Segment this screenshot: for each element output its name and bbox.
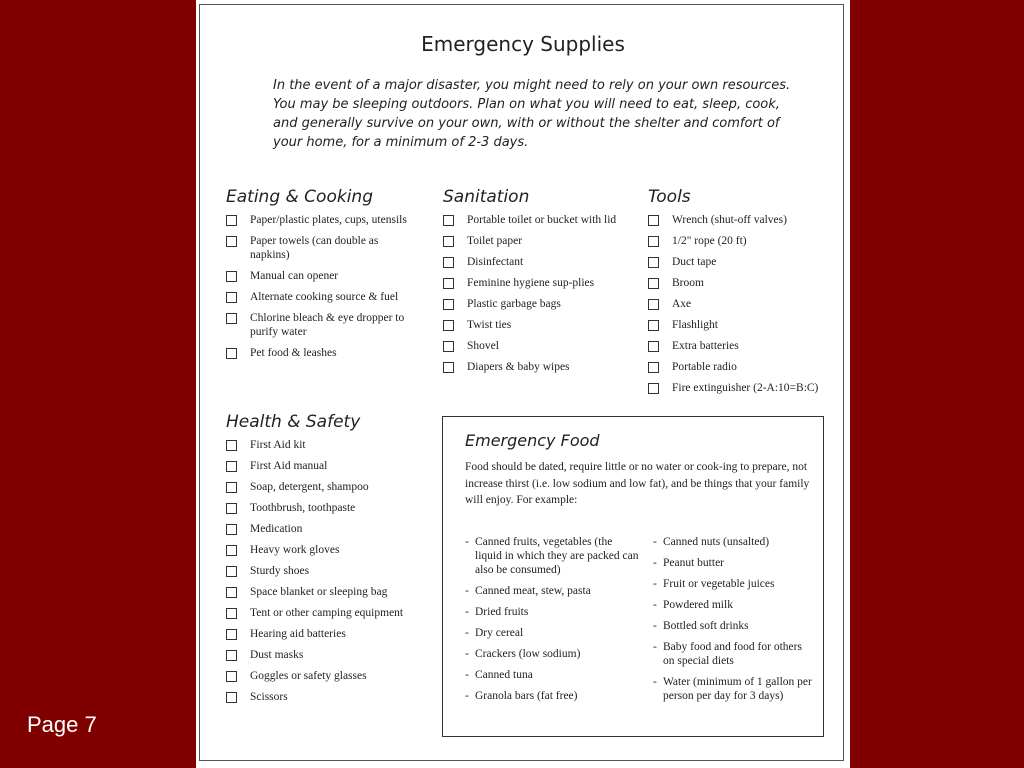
checklist-item-label: Space blanket or sleeping bag <box>250 586 388 598</box>
checklist-item <box>226 269 416 283</box>
checkbox-icon[interactable] <box>443 320 454 331</box>
checkbox-icon[interactable] <box>648 257 659 268</box>
dash-bullet: - <box>465 669 469 681</box>
checklist-item <box>226 480 416 494</box>
section-heading: Eating & Cooking <box>226 187 373 207</box>
checklist-item-label: Axe <box>672 298 692 310</box>
document-title: Emergency Supplies <box>421 32 625 56</box>
checklist-item <box>226 543 416 557</box>
checkbox-icon[interactable] <box>226 692 237 703</box>
section-tools <box>648 187 828 402</box>
intro-paragraph: In the event of a major disaster, you might need to rely on your own resources. You may be sleeping outdoors. Plan on what you will need to eat, sleep, cook, and generally survive on your own, with or without the shelter and comfort of your home, for a minimum of 2-3 days. <box>273 78 791 150</box>
dash-bullet: - <box>653 599 657 611</box>
dash-bullet: - <box>465 690 469 702</box>
checklist-item-label: Broom <box>672 277 704 289</box>
food-item <box>653 619 813 633</box>
checkbox-icon[interactable] <box>648 215 659 226</box>
checklist-item <box>443 339 628 353</box>
section-heading: Sanitation <box>443 187 530 207</box>
checklist-item-label: Dust masks <box>250 649 304 661</box>
checkbox-icon[interactable] <box>443 257 454 268</box>
checkbox-icon[interactable] <box>443 278 454 289</box>
checklist-item-label: Flashlight <box>672 319 719 331</box>
checklist-item-label: Tent or other camping equipment <box>250 607 404 619</box>
food-item-label: Canned tuna <box>475 669 533 681</box>
checkbox-icon[interactable] <box>648 236 659 247</box>
section-sanitation <box>443 187 628 381</box>
dash-bullet: - <box>653 676 657 688</box>
checklist-item <box>226 627 416 641</box>
checkbox-icon[interactable] <box>226 440 237 451</box>
checkbox-icon[interactable] <box>226 608 237 619</box>
food-item <box>653 598 813 612</box>
checklist-item-label: Pet food & leashes <box>250 347 337 359</box>
food-item-label: Bottled soft drinks <box>663 620 749 632</box>
food-item <box>465 689 640 703</box>
page-number: Page 7 <box>27 712 97 737</box>
checklist-item-label: Toothbrush, toothpaste <box>250 502 356 514</box>
checklist-item <box>443 213 628 227</box>
checkbox-icon[interactable] <box>443 299 454 310</box>
checklist-item-label: First Aid kit <box>250 439 306 451</box>
checklist-item-label: Duct tape <box>672 256 717 268</box>
food-item <box>653 675 813 703</box>
checkbox-icon[interactable] <box>226 271 237 282</box>
checklist-item <box>648 360 828 374</box>
checklist-item <box>443 255 628 269</box>
checklist-item <box>648 213 828 227</box>
food-item-label: Crackers (low sodium) <box>475 648 581 660</box>
document-page <box>196 0 850 768</box>
checkbox-icon[interactable] <box>226 671 237 682</box>
checklist-item-label: Disinfectant <box>467 256 524 268</box>
dash-bullet: - <box>465 536 469 548</box>
checkbox-icon[interactable] <box>226 629 237 640</box>
checkbox-icon[interactable] <box>226 524 237 535</box>
checklist-item-label: Toilet paper <box>467 235 523 247</box>
checklist-item-label: Portable toilet or bucket with lid <box>467 214 617 226</box>
food-item-label: Water (minimum of 1 gallon per person per day for 3 days) <box>663 676 812 702</box>
food-item <box>465 626 640 640</box>
checklist-item-label: Hearing aid batteries <box>250 628 346 640</box>
checkbox-icon[interactable] <box>226 313 237 324</box>
checklist-item-label: 1/2" rope (20 ft) <box>672 235 747 247</box>
food-item <box>465 605 640 619</box>
food-item <box>465 668 640 682</box>
food-item-label: Peanut butter <box>663 557 724 569</box>
checklist-item <box>226 459 416 473</box>
checkbox-icon[interactable] <box>226 482 237 493</box>
checklist-item <box>226 501 416 515</box>
checklist-item <box>226 290 416 304</box>
checklist-item <box>648 381 828 395</box>
checklist-item-label: Chlorine bleach & eye dropper to purify water <box>250 312 405 338</box>
food-item-label: Fruit or vegetable juices <box>663 578 775 590</box>
section-heading: Tools <box>648 187 691 207</box>
dash-bullet: - <box>653 641 657 653</box>
checklist-item-label: Alternate cooking source & fuel <box>250 291 399 303</box>
food-item <box>653 556 813 570</box>
checklist-item <box>443 297 628 311</box>
food-item <box>653 640 813 668</box>
food-item <box>465 647 640 661</box>
checklist-item-label: Paper towels (can double as napkins) <box>250 235 379 261</box>
food-item-label: Canned nuts (unsalted) <box>663 536 770 548</box>
checkbox-icon[interactable] <box>226 503 237 514</box>
checklist-item <box>443 360 628 374</box>
dash-bullet: - <box>465 606 469 618</box>
dash-bullet: - <box>653 557 657 569</box>
checkbox-icon[interactable] <box>226 348 237 359</box>
checkbox-icon[interactable] <box>226 650 237 661</box>
checklist-item <box>226 648 416 662</box>
checklist-item-label: Extra batteries <box>672 340 739 352</box>
checklist-item-label: Shovel <box>467 340 499 352</box>
checkbox-icon[interactable] <box>226 545 237 556</box>
checklist-item-label: Portable radio <box>672 361 737 373</box>
checkbox-icon[interactable] <box>443 236 454 247</box>
checklist <box>226 213 416 360</box>
checklist-item-label: Heavy work gloves <box>250 544 340 556</box>
checkbox-icon[interactable] <box>226 461 237 472</box>
checklist-item <box>648 276 828 290</box>
checklist-item-label: Diapers & baby wipes <box>467 361 570 373</box>
checklist-item <box>648 234 828 248</box>
checklist-item <box>648 318 828 332</box>
checklist-item-label: First Aid manual <box>250 460 328 472</box>
checkbox-icon[interactable] <box>648 362 659 373</box>
checklist-item-label: Plastic garbage bags <box>467 298 561 310</box>
food-item-label: Dry cereal <box>475 627 524 639</box>
checkbox-icon[interactable] <box>648 341 659 352</box>
checkbox-icon[interactable] <box>443 341 454 352</box>
dash-bullet: - <box>653 620 657 632</box>
checklist-item <box>226 234 416 262</box>
food-list-right <box>653 535 813 710</box>
checklist-item-label: Paper/plastic plates, cups, utensils <box>250 214 407 226</box>
checklist-item <box>226 669 416 683</box>
checkbox-icon[interactable] <box>648 320 659 331</box>
checklist-item-label: Wrench (shut-off valves) <box>672 214 787 226</box>
food-item-label: Granola bars (fat free) <box>475 690 578 702</box>
checklist-item-label: Fire extinguisher (2-A:10=B:C) <box>672 382 819 394</box>
checklist-item-label: Twist ties <box>467 319 512 331</box>
food-item-label: Canned fruits, vegetables (the liquid in which they are packed can also be consumed) <box>475 536 639 576</box>
checklist-item <box>226 438 416 452</box>
checklist <box>443 213 628 374</box>
dash-bullet: - <box>653 578 657 590</box>
checklist-item-label: Medication <box>250 523 303 535</box>
food-item-label: Baby food and food for others on special diets <box>663 641 802 667</box>
section-eating-cooking <box>226 187 416 367</box>
checkbox-icon[interactable] <box>443 362 454 373</box>
checklist <box>226 438 416 704</box>
checklist-item-label: Scissors <box>250 691 288 703</box>
checklist-item <box>226 606 416 620</box>
food-heading: Emergency Food <box>465 431 600 450</box>
checklist-item <box>648 297 828 311</box>
dash-bullet: - <box>653 536 657 548</box>
food-item <box>465 535 640 577</box>
checklist-item <box>226 346 416 360</box>
checklist-item-label: Sturdy shoes <box>250 565 310 577</box>
food-item-label: Canned meat, stew, pasta <box>475 585 591 597</box>
checklist-item-label: Manual can opener <box>250 270 339 282</box>
emergency-food-box <box>442 416 824 737</box>
checklist-item-label: Goggles or safety glasses <box>250 670 367 682</box>
food-intro: Food should be dated, require little or no water or cook-ing to prepare, not increase thirst (i.e. low sodium and low fat), and be things that your family will enjoy. For example: <box>465 461 810 506</box>
checklist-item-label: Soap, detergent, shampoo <box>250 481 369 493</box>
checkbox-icon[interactable] <box>648 278 659 289</box>
checklist-item <box>226 213 416 227</box>
checklist-item <box>226 690 416 704</box>
checklist-item-label: Feminine hygiene sup-plies <box>467 277 595 289</box>
checkbox-icon[interactable] <box>226 215 237 226</box>
checklist-item <box>443 234 628 248</box>
checklist-item <box>443 276 628 290</box>
checklist-item <box>443 318 628 332</box>
checkbox-icon[interactable] <box>443 215 454 226</box>
checklist-item <box>226 585 416 599</box>
checklist-item <box>648 339 828 353</box>
checkbox-icon[interactable] <box>648 383 659 394</box>
checklist-item <box>226 311 416 339</box>
dash-bullet: - <box>465 585 469 597</box>
section-health-safety <box>226 412 416 711</box>
checkbox-icon[interactable] <box>226 566 237 577</box>
checkbox-icon[interactable] <box>648 299 659 310</box>
food-list-left <box>465 535 640 710</box>
dash-bullet: - <box>465 627 469 639</box>
food-item <box>653 535 813 549</box>
checkbox-icon[interactable] <box>226 292 237 303</box>
checklist-item <box>226 522 416 536</box>
checklist-item <box>226 564 416 578</box>
food-item <box>465 584 640 598</box>
checkbox-icon[interactable] <box>226 236 237 247</box>
food-item <box>653 577 813 591</box>
checkbox-icon[interactable] <box>226 587 237 598</box>
section-heading: Health & Safety <box>226 412 361 432</box>
checklist <box>648 213 828 395</box>
dash-bullet: - <box>465 648 469 660</box>
checklist-item <box>648 255 828 269</box>
food-item-label: Powdered milk <box>663 599 733 611</box>
food-item-label: Dried fruits <box>475 606 529 618</box>
